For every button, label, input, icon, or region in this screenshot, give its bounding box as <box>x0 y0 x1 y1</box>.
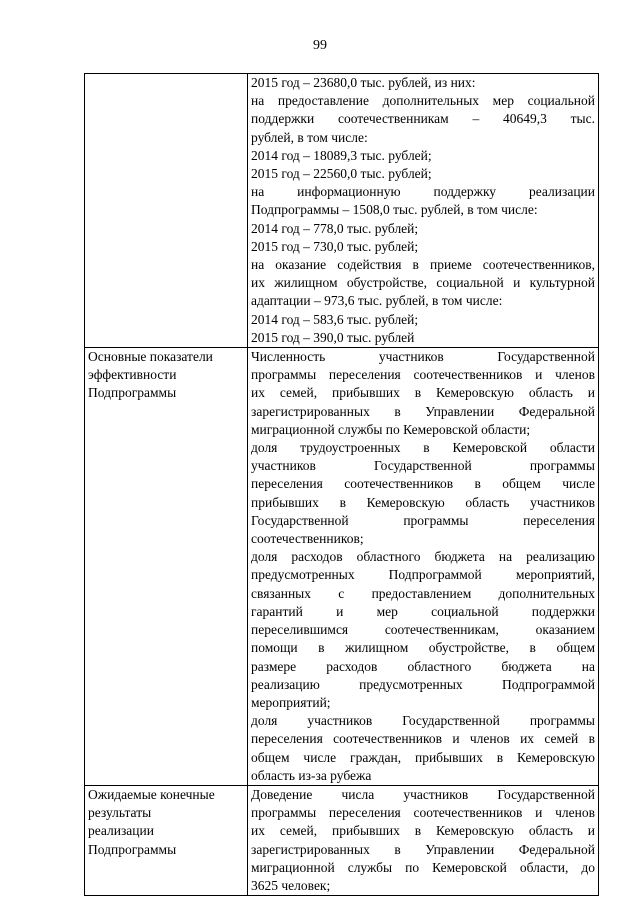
content-line: на предоставление дополнительных мер социальной <box>251 93 595 109</box>
content-line: гарантий и мер социальной поддержки <box>251 603 595 619</box>
content-line: адаптации – 973,6 тыс. рублей, в том числе: <box>251 293 503 309</box>
content-line: программы переселения соотечественников и членов <box>251 367 595 383</box>
row-label-line: Подпрограммы <box>88 841 177 857</box>
row-label-line: эффективности <box>88 367 177 383</box>
content-line: область из-за рубежа <box>251 767 372 783</box>
table-row <box>85 348 599 786</box>
content-line: их семей, прибывших в Кемеровскую область и <box>251 823 595 839</box>
content-line: на информационную поддержку реализации <box>251 184 595 200</box>
content-line: Государственной программы переселения <box>251 512 595 528</box>
content-line: прибывших в Кемеровскую область участников <box>251 494 595 510</box>
row-content-cell <box>248 348 599 786</box>
content-line: на оказание содействия в приеме соотечественников, <box>251 257 595 273</box>
content-line: миграционной службы по Кемеровской области, до <box>251 859 595 875</box>
row-label-cell <box>85 74 248 348</box>
content-line: зарегистрированных в Управлении Федеральной <box>251 841 595 857</box>
content-line: 2015 год – 23680,0 тыс. рублей, из них: <box>251 75 476 90</box>
content-line: Подпрограммы – 1508,0 тыс. рублей, в том числе: <box>251 202 538 218</box>
content-line: 2015 год – 22560,0 тыс. рублей; <box>251 166 432 182</box>
content-line: Численность участников Государственной <box>251 349 595 365</box>
content-line: мероприятий; <box>251 694 331 710</box>
content-line: 2014 год – 583,6 тыс. рублей; <box>251 311 419 327</box>
content-line: переселения соотечественников в общем числе <box>251 476 595 492</box>
row-label-line: реализации <box>88 823 154 839</box>
row-content-cell <box>248 74 599 348</box>
content-line: рублей, в том числе: <box>251 129 368 145</box>
content-line: предусмотренных Подпрограммой мероприятий, <box>251 567 595 583</box>
content-line: помощи в жилищном обустройстве, в общем <box>251 640 595 656</box>
content-line: доля расходов областного бюджета на реализацию <box>251 549 595 565</box>
row-label-line: Ожидаемые конечные <box>88 786 215 802</box>
table-row <box>85 785 599 895</box>
content-line: 2014 год – 18089,3 тыс. рублей; <box>251 147 432 163</box>
row-label-cell <box>85 348 248 786</box>
row-label-line: результаты <box>88 805 152 821</box>
row-label-line: Основные показатели <box>88 349 213 365</box>
content-line: доля участников Государственной программы <box>251 713 595 729</box>
program-passport-table <box>84 73 599 896</box>
content-line: доля трудоустроенных в Кемеровской области <box>251 440 595 456</box>
content-line: соотечественников; <box>251 531 364 547</box>
row-label-line: Подпрограммы <box>88 385 177 401</box>
content-line: реализацию предусмотренных Подпрограммой <box>251 676 595 692</box>
content-line: 2015 год – 730,0 тыс. рублей; <box>251 238 419 254</box>
content-line: зарегистрированных в Управлении Федеральной <box>251 403 595 419</box>
content-line: программы переселения соотечественников и членов <box>251 805 595 821</box>
content-line: их семей, прибывших в Кемеровскую область и <box>251 385 595 401</box>
content-line: Доведение числа участников Государственной <box>251 786 595 802</box>
content-line: поддержки соотечественникам – 40649,3 тыс. <box>251 111 595 127</box>
content-line: переселившимся соотечественникам, оказанием <box>251 622 595 638</box>
content-line: их жилищном обустройстве, социальной и культурной <box>251 275 595 291</box>
content-line: переселения соотечественников и членов их семей в <box>251 731 595 747</box>
content-line: миграционной службы по Кемеровской области; <box>251 421 531 437</box>
page-number: 99 <box>313 38 327 53</box>
content-line: общем числе граждан, прибывших в Кемеровскую <box>251 749 595 765</box>
table-row <box>85 74 599 348</box>
row-label-cell <box>85 785 248 895</box>
content-line: участников Государственной программы <box>251 458 595 474</box>
row-content-cell <box>248 785 599 895</box>
content-line: размере расходов областного бюджета на <box>251 658 595 674</box>
content-line: 3625 человек; <box>251 877 331 893</box>
content-line: связанных с предоставлением дополнительных <box>251 585 595 601</box>
content-line: 2014 год – 778,0 тыс. рублей; <box>251 220 419 236</box>
content-line: 2015 год – 390,0 тыс. рублей <box>251 329 415 345</box>
table-body <box>85 74 599 896</box>
